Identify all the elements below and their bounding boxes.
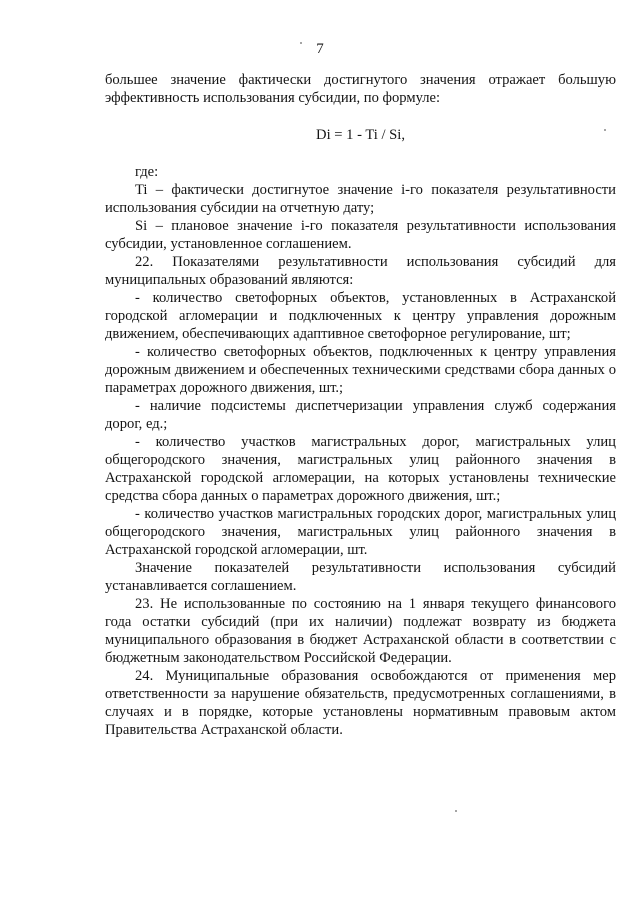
- document-body: [105, 71, 616, 739]
- page-number: 7: [316, 41, 324, 57]
- intro-paragraph: большее значение фактически достигнутого значения отражает большую эффективность использования субсидии, по формуле:: [105, 72, 616, 106]
- spacer: [105, 144, 616, 163]
- paragraph-22-item: - количество участков магистральных дорог, магистральных улиц общегородского значения, магистральных улиц районного значения в Астраханской городской агломерации, на которых установлены технические средства сбора данных о параметрах дорожного движения, шт.;: [105, 434, 616, 504]
- paragraph-22-item: - количество светофорных объектов, установленных в Астраханской городской агломерации и подключенных к центру управления дорожным движением, обеспечивающих адаптивное светофорное регулирование, шт;: [105, 290, 616, 342]
- scan-speck: [300, 42, 302, 44]
- definition-ti: Ti – фактически достигнутое значение i-го показателя результативности использования субсидии на отчетную дату;: [105, 182, 616, 216]
- formula: Di = 1 - Ti / Si,: [316, 127, 405, 143]
- paragraph-23: 23. Не использованные по состоянию на 1 января текущего финансового года остатки субсидий (при их наличии) подлежат возврату из бюджета муниципального образования в бюджет Астраханской области в соответствии с бюджетным законодательством Российской Федерации.: [105, 596, 616, 666]
- paragraph-22-item: - наличие подсистемы диспетчеризации управления служб содержания дорог, ед.;: [105, 398, 616, 432]
- paragraph-22-item: - количество светофорных объектов, подключенных к центру управления дорожным движением и обеспеченных техническими средствами сбора данных о параметрах дорожного движения, шт.;: [105, 344, 616, 396]
- paragraph-22-closing: Значение показателей результативности использования субсидий устанавливается соглашением.: [105, 560, 616, 594]
- paragraph-24: 24. Муниципальные образования освобождаются от применения мер ответственности за нарушение обязательств, предусмотренных соглашениями, в случаях и в порядке, которые установлены нормативным правовым актом Правительства Астраханской области.: [105, 668, 616, 738]
- where-label: где:: [135, 164, 159, 180]
- scan-speck: [455, 810, 457, 812]
- definition-si: Si – плановое значение i-го показателя результативности использования субсидии, установленное соглашением.: [105, 218, 616, 252]
- spacer: [105, 107, 616, 126]
- paragraph-22-item: - количество участков магистральных городских дорог, магистральных улиц общегородского значения, магистральных улиц районного значения в Астраханской городской агломерации, шт.: [105, 506, 616, 558]
- scan-speck: [604, 129, 606, 131]
- paragraph-22-intro: 22. Показателями результативности использования субсидий для муниципальных образований являются:: [105, 254, 616, 288]
